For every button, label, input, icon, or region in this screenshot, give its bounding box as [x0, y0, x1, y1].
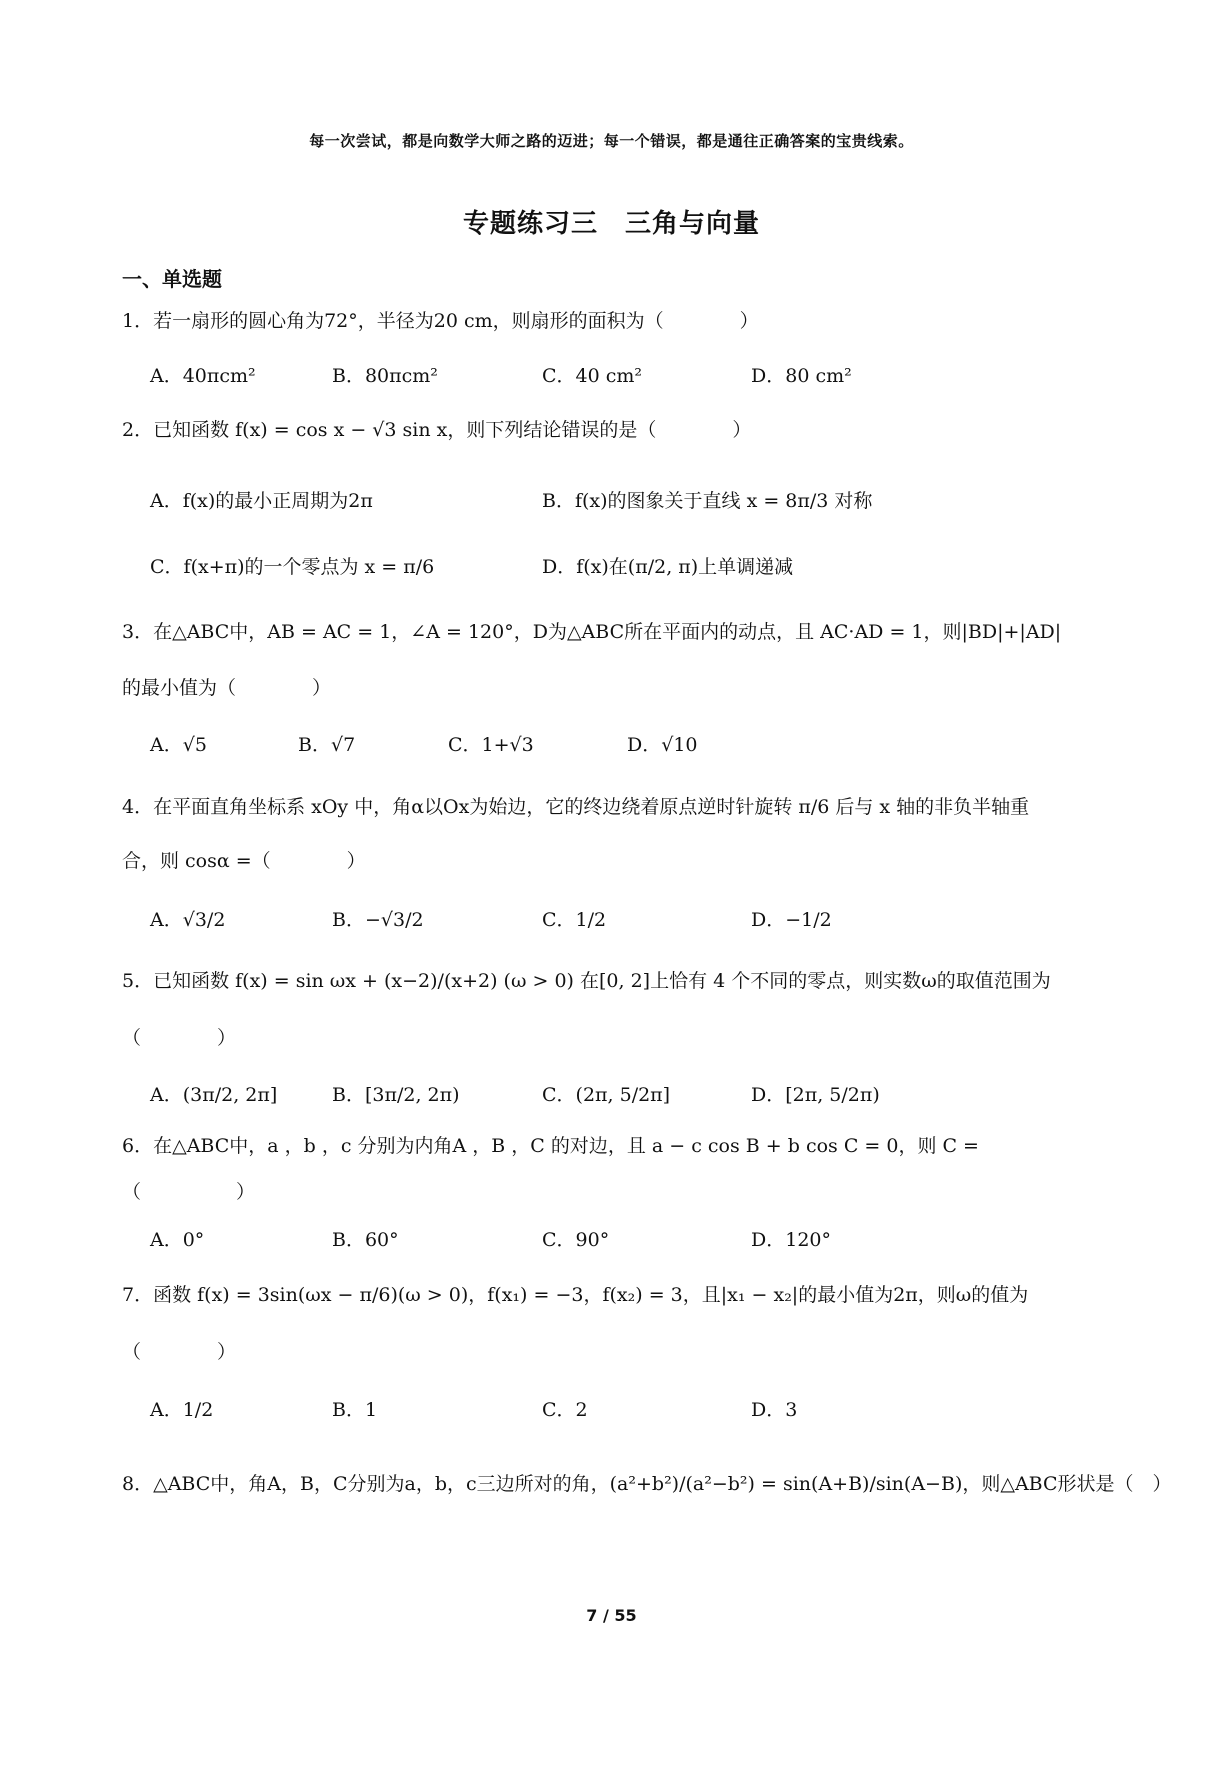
q4-option-d: D．−1/2: [751, 909, 832, 931]
q3-option-c: C．1+√3: [448, 734, 534, 756]
q2-option-a: A．f(x)的最小正周期为2π: [150, 490, 373, 512]
page-title: 专题练习三 三角与向量: [462, 209, 760, 239]
q7-option-a: A．1/2: [150, 1399, 214, 1421]
question-3-stem: 3．在△ABC中，AB = AC = 1，∠A = 120°，D为△ABC所在平面内的动点，且 AC·AD = 1，则|BD|+|AD|: [122, 621, 1062, 643]
section-heading: 一、单选题: [122, 267, 222, 291]
q7-option-d: D．3: [751, 1399, 798, 1421]
q4-option-a: A．√3/2: [150, 909, 226, 931]
q1-option-b: B．80πcm²: [332, 365, 438, 387]
question-6-stem: 6．在△ABC中，a ，b ，c 分别为内角A ，B ，C 的对边，且 a − c cos B + b cos C = 0，则 C =: [122, 1135, 979, 1157]
q2-option-c: C．f(x+π)的一个零点为 x = π/6: [150, 556, 435, 578]
question-4-stem-cont: 合，则 cosα =（ ）: [122, 850, 366, 872]
q4-option-c: C．1/2: [542, 909, 607, 931]
q3-option-a: A．√5: [150, 734, 207, 756]
question-7-stem: 7．函数 f(x) = 3sin(ωx − π/6)(ω > 0)，f(x₁) = −3，f(x₂) = 3，且|x₁ − x₂|的最小值为2π，则ω的值为: [122, 1284, 1029, 1306]
q5-option-d: D．[2π, 5/2π): [751, 1084, 880, 1106]
q1-option-a: A．40πcm²: [150, 365, 256, 387]
q4-option-b: B．−√3/2: [332, 909, 424, 931]
q6-option-a: A．0°: [150, 1229, 205, 1251]
q5-option-c: C．(2π, 5/2π]: [542, 1084, 671, 1106]
page-number: 7 / 55: [586, 1606, 637, 1625]
question-1-stem: 1．若一扇形的圆心角为72°，半径为20 cm，则扇形的面积为（ ）: [122, 310, 759, 332]
question-3-stem-cont: 的最小值为（ ）: [122, 677, 332, 699]
question-6-stem-cont: （ ）: [122, 1181, 256, 1203]
q7-option-c: C．2: [542, 1399, 588, 1421]
q6-option-c: C．90°: [542, 1229, 610, 1251]
q5-option-a: A．(3π/2, 2π]: [150, 1084, 278, 1106]
q5-option-b: B．[3π/2, 2π): [332, 1084, 460, 1106]
q1-option-d: D．80 cm²: [751, 365, 852, 387]
q6-option-d: D．120°: [751, 1229, 831, 1251]
q2-option-b: B．f(x)的图象关于直线 x = 8π/3 对称: [542, 490, 873, 512]
q2-option-d: D．f(x)在(π/2, π)上单调递减: [542, 556, 794, 578]
question-4-stem: 4．在平面直角坐标系 xOy 中，角α以Ox为始边，它的终边绕着原点逆时针旋转 π/6 后与 x 轴的非负半轴重: [122, 796, 1030, 818]
q7-option-b: B．1: [332, 1399, 378, 1421]
question-7-stem-cont: （ ）: [122, 1341, 237, 1363]
q3-option-b: B．√7: [298, 734, 356, 756]
q1-option-c: C．40 cm²: [542, 365, 643, 387]
question-5-stem-cont: （ ）: [122, 1027, 237, 1049]
q3-option-d: D．√10: [627, 734, 698, 756]
question-5-stem: 5．已知函数 f(x) = sin ωx + (x−2)/(x+2) (ω > 0) 在[0, 2]上恰有 4 个不同的零点，则实数ω的取值范围为: [122, 970, 1051, 992]
q6-option-b: B．60°: [332, 1229, 399, 1251]
page-motto: 每一次尝试，都是向数学大师之路的迈进；每一个错误，都是通往正确答案的宝贵线索。: [309, 132, 914, 150]
question-8-stem: 8．△ABC中，角A，B，C分别为a，b，c三边所对的角，(a²+b²)/(a²−b²) = sin(A+B)/sin(A−B)，则△ABC形状是（ ）: [122, 1473, 1172, 1495]
question-2-stem: 2．已知函数 f(x) = cos x − √3 sin x，则下列结论错误的是（ ）: [122, 419, 752, 441]
